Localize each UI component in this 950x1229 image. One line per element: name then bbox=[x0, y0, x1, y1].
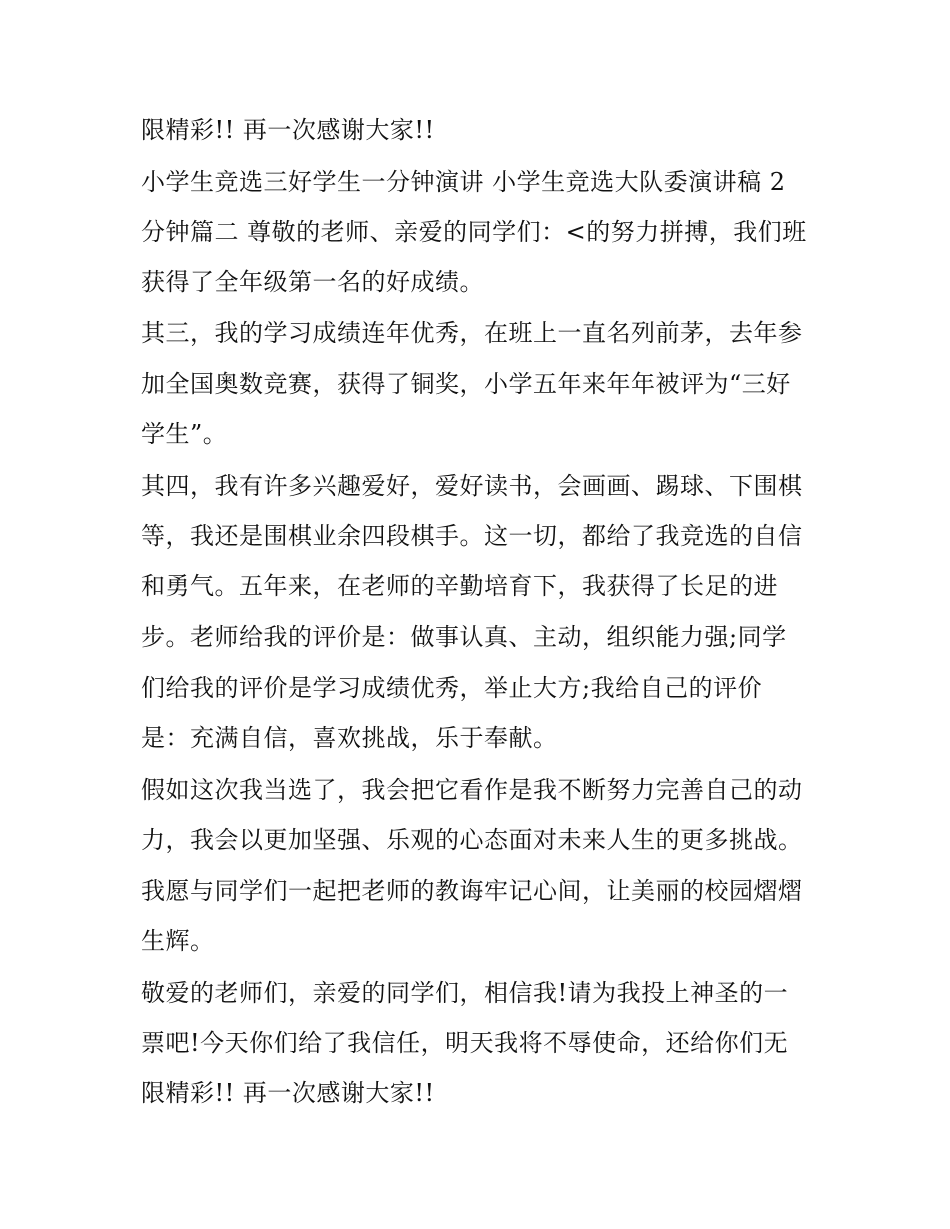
text-line: 假如这次我当选了，我会把它看作是我不断努力完善自己的动 bbox=[141, 776, 803, 804]
text-line: 步。老师给我的评价是：做事认真、主动，组织能力强;同学 bbox=[141, 623, 787, 651]
text-line: 加全国奥数竞赛，获得了铜奖，小学五年来年年被评为“三好 bbox=[141, 370, 791, 398]
text-line: 我愿与同学们一起把老师的教诲牢记心间，让美丽的校园熠熠 bbox=[141, 877, 803, 905]
text-line: 力，我会以更加坚强、乐观的心态面对未来人生的更多挑战。 bbox=[141, 826, 803, 854]
text-line: 是：充满自信，喜欢挑战，乐于奉献。 bbox=[141, 724, 558, 752]
text-line: 小学生竞选三好学生一分钟演讲 小学生竞选大队委演讲稿 2 bbox=[141, 168, 786, 196]
text-line: 生辉。 bbox=[141, 927, 215, 955]
text-line: 其三，我的学习成绩连年优秀，在班上一直名列前茅，去年参 bbox=[141, 319, 803, 347]
text-line: 敬爱的老师们，亲爱的同学们，相信我!请为我投上神圣的一 bbox=[141, 979, 789, 1007]
text-line: 等，我还是围棋业余四段棋手。这一切，都给了我竞选的自信 bbox=[141, 522, 803, 550]
text-line: 限精彩!! 再一次感谢大家!! bbox=[141, 1079, 435, 1107]
text-line: 们给我的评价是学习成绩优秀，举止大方;我给自己的评价 bbox=[141, 674, 763, 702]
text-line: 获得了全年级第一名的好成绩。 bbox=[141, 268, 484, 296]
text-line: 学生”。 bbox=[141, 420, 228, 448]
text-line: 和勇气。五年来，在老师的辛勤培育下，我获得了长足的进 bbox=[141, 572, 778, 600]
text-line: 票吧!今天你们给了我信任，明天我将不辱使命，还给你们无 bbox=[141, 1029, 789, 1057]
text-line: 其四，我有许多兴趣爱好，爱好读书，会画画、踢球、下围棋 bbox=[141, 472, 803, 500]
text-line: 限精彩!! 再一次感谢大家!! bbox=[141, 116, 435, 144]
text-line: 分钟篇二 尊敬的老师、亲爱的同学们：<的努力拼搏，我们班 bbox=[141, 218, 807, 246]
